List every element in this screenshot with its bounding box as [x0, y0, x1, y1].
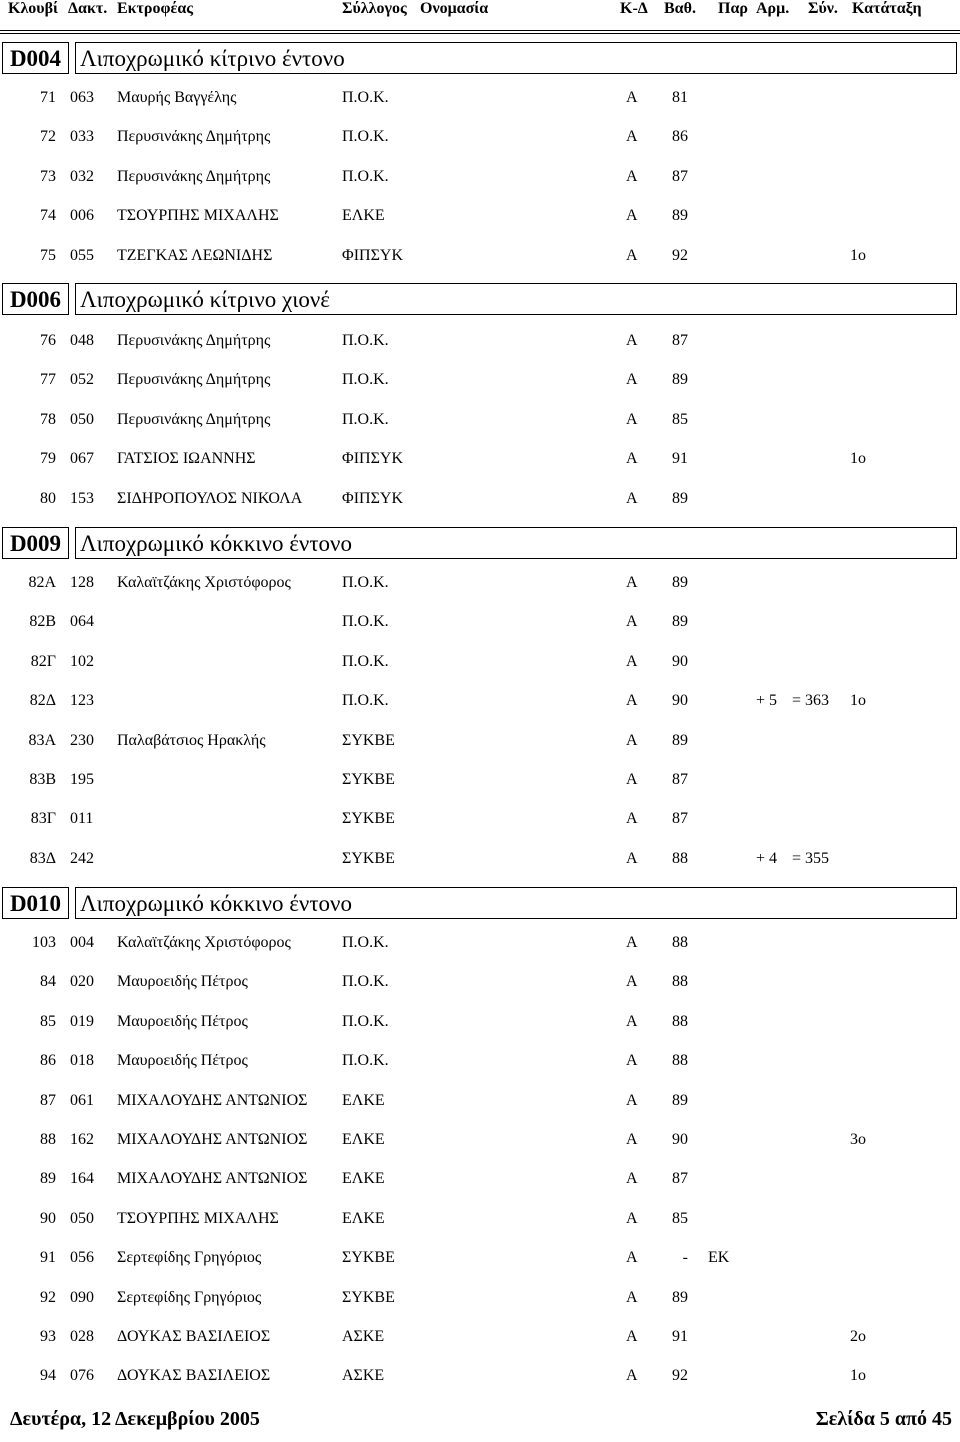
score: 87 [672, 332, 688, 349]
rank: 1ο [850, 450, 866, 467]
club-name: ΕΛΚΕ [342, 1131, 385, 1148]
section-name: Λιποχρωμικό κόκκινο έντονο [75, 887, 957, 919]
ring-number: 123 [70, 692, 94, 709]
section-header [0, 42, 960, 78]
breeder-name: ΓΑΤΣΙΟΣ ΙΩΑΝΝΗΣ [117, 450, 256, 467]
note: ΕΚ [708, 1249, 730, 1266]
row-number: 73 [40, 168, 56, 185]
breeder-name: ΔΟΥΚΑΣ ΒΑΣΙΛΕΙΟΣ [117, 1367, 271, 1384]
table-row [0, 125, 960, 149]
ring-number: 006 [70, 207, 94, 224]
score: 90 [672, 692, 688, 709]
ring-number: 061 [70, 1092, 94, 1109]
score: 85 [672, 411, 688, 428]
score: 91 [672, 450, 688, 467]
category: Α [626, 332, 638, 349]
score: 81 [672, 89, 688, 106]
table-row [0, 689, 960, 713]
row-number: 78 [40, 411, 56, 428]
header-kd: Κ-Δ [620, 0, 648, 17]
club-name: ΣΥΚΒΕ [342, 732, 395, 749]
table-row [0, 729, 960, 753]
row-number: 89 [40, 1170, 56, 1187]
breeder-name: ΤΣΟΥΡΠΗΣ ΜΙΧΑΛΗΣ [117, 207, 279, 224]
header-club: Σύλλογος [342, 0, 407, 17]
category: Α [626, 450, 638, 467]
table-row [0, 204, 960, 228]
table-row [0, 1089, 960, 1113]
header-total: Σύν. [808, 0, 838, 17]
score: 91 [672, 1328, 688, 1345]
club-name: Π.Ο.Κ. [342, 574, 389, 591]
table-row [0, 1128, 960, 1152]
ring-number: 004 [70, 934, 94, 951]
table-row [0, 1167, 960, 1191]
category: Α [626, 934, 638, 951]
category: Α [626, 1210, 638, 1227]
score: 88 [672, 973, 688, 990]
score: 87 [672, 771, 688, 788]
table-row [0, 1246, 960, 1270]
table-row [0, 768, 960, 792]
category: Α [626, 1289, 638, 1306]
row-number: 83Δ [29, 850, 56, 867]
breeder-name: Περυσινάκης Δημήτρης [117, 332, 271, 349]
score: 92 [672, 247, 688, 264]
row-number: 103 [32, 934, 56, 951]
row-number: 80 [40, 490, 56, 507]
footer-date: Δευτέρα, 12 Δεκεμβρίου 2005 [10, 1408, 260, 1430]
ring-number: 033 [70, 128, 94, 145]
row-number: 76 [40, 332, 56, 349]
category: Α [626, 490, 638, 507]
category: Α [626, 810, 638, 827]
section-code: D010 [2, 887, 69, 919]
section-header [0, 527, 960, 563]
score: 86 [672, 128, 688, 145]
breeder-name: ΜΙΧΑΛΟΥΔΗΣ ΑΝΤΩΝΙΟΣ [117, 1131, 308, 1148]
section-header [0, 887, 960, 923]
ring-number: 052 [70, 371, 94, 388]
row-number: 82Γ [30, 653, 56, 670]
row-number: 83Γ [30, 810, 56, 827]
ring-number: 164 [70, 1170, 94, 1187]
score: 88 [672, 934, 688, 951]
ring-number: 153 [70, 490, 94, 507]
table-row [0, 244, 960, 268]
ring-number: 063 [70, 89, 94, 106]
ring-number: 050 [70, 1210, 94, 1227]
category: Α [626, 1170, 638, 1187]
club-name: Π.Ο.Κ. [342, 89, 389, 106]
category: Α [626, 850, 638, 867]
category: Α [626, 1131, 638, 1148]
club-name: ΑΣΚΕ [342, 1367, 385, 1384]
header-ring: Δακτ. [68, 0, 108, 17]
ring-number: 020 [70, 973, 94, 990]
ring-number: 162 [70, 1131, 94, 1148]
breeder-name: Σερτεφίδης Γρηγόριος [117, 1289, 262, 1306]
breeder-name: Παλαβάτσιος Ηρακλής [117, 732, 266, 749]
row-number: 84 [40, 973, 56, 990]
breeder-name: Περυσινάκης Δημήτρης [117, 411, 271, 428]
ring-number: 019 [70, 1013, 94, 1030]
score: 89 [672, 1289, 688, 1306]
club-name: ΣΥΚΒΕ [342, 1289, 395, 1306]
row-number: 83Β [29, 771, 56, 788]
section-code: D009 [2, 527, 69, 559]
breeder-name: Μαυρής Βαγγέλης [117, 89, 237, 106]
row-number: 75 [40, 247, 56, 264]
table-row [0, 329, 960, 353]
breeder-name: Περυσινάκης Δημήτρης [117, 371, 271, 388]
category: Α [626, 771, 638, 788]
row-number: 91 [40, 1249, 56, 1266]
table-row [0, 1325, 960, 1349]
table-row [0, 1286, 960, 1310]
score: 89 [672, 574, 688, 591]
header-breeder: Εκτροφέας [117, 0, 193, 17]
table-row [0, 1207, 960, 1231]
row-number: 83Α [28, 732, 56, 749]
breeder-name: Καλαϊτζάκης Χριστόφορος [117, 574, 291, 591]
table-row [0, 610, 960, 634]
club-name: ΕΛΚΕ [342, 1210, 385, 1227]
table-row [0, 165, 960, 189]
rank: 1ο [850, 1367, 866, 1384]
section-name: Λιποχρωμικό κίτρινο χιονέ [75, 283, 957, 315]
header-rank: Κατάταξη [852, 0, 922, 17]
category: Α [626, 653, 638, 670]
club-name: ΦΙΠΣΥΚ [342, 490, 403, 507]
group-total: = 363 [792, 692, 830, 709]
header-cage: Κλουβί [8, 0, 58, 17]
category: Α [626, 574, 638, 591]
table-row [0, 650, 960, 674]
header-rule-top [0, 30, 960, 31]
club-name: ΕΛΚΕ [342, 207, 385, 224]
category: Α [626, 89, 638, 106]
category: Α [626, 613, 638, 630]
ring-number: 032 [70, 168, 94, 185]
table-row [0, 847, 960, 871]
header-title: Ονομασία [420, 0, 489, 17]
ring-number: 195 [70, 771, 94, 788]
club-name: Π.Ο.Κ. [342, 168, 389, 185]
table-row [0, 1049, 960, 1073]
category: Α [626, 732, 638, 749]
page-footer [0, 1408, 960, 1438]
score: 88 [672, 850, 688, 867]
header-arm: Αρμ. [756, 0, 790, 17]
category: Α [626, 411, 638, 428]
ring-number: 102 [70, 653, 94, 670]
breeder-name: Περυσινάκης Δημήτρης [117, 168, 271, 185]
breeder-name: Σερτεφίδης Γρηγόριος [117, 1249, 262, 1266]
table-row [0, 571, 960, 595]
ring-number: 067 [70, 450, 94, 467]
club-name: Π.Ο.Κ. [342, 371, 389, 388]
rank: 1ο [850, 692, 866, 709]
section-name: Λιποχρωμικό κόκκινο έντονο [75, 527, 957, 559]
ring-number: 048 [70, 332, 94, 349]
category: Α [626, 1013, 638, 1030]
category: Α [626, 207, 638, 224]
table-row [0, 1364, 960, 1388]
harmony-bonus: + 5 [756, 692, 778, 709]
breeder-name: Μαυροειδής Πέτρος [117, 1052, 248, 1069]
club-name: ΣΥΚΒΕ [342, 771, 395, 788]
row-number: 79 [40, 450, 56, 467]
club-name: ΕΛΚΕ [342, 1170, 385, 1187]
table-row [0, 1010, 960, 1034]
score: 88 [672, 1013, 688, 1030]
ring-number: 128 [70, 574, 94, 591]
table-row [0, 487, 960, 511]
score: 89 [672, 613, 688, 630]
ring-number: 056 [70, 1249, 94, 1266]
header-par: Παρ [718, 0, 748, 17]
ring-number: 230 [70, 732, 94, 749]
rank: 2ο [850, 1328, 866, 1345]
score: 90 [672, 1131, 688, 1148]
header-rule-bottom [0, 33, 960, 34]
score: 87 [672, 1170, 688, 1187]
table-row [0, 970, 960, 994]
breeder-name: Μαυροειδής Πέτρος [117, 973, 248, 990]
club-name: Π.Ο.Κ. [342, 411, 389, 428]
footer-page-number: Σελίδα 5 από 45 [815, 1408, 952, 1430]
rank: 3ο [850, 1131, 866, 1148]
score: 90 [672, 653, 688, 670]
row-number: 82Α [28, 574, 56, 591]
category: Α [626, 1367, 638, 1384]
score: 89 [672, 490, 688, 507]
breeder-name: ΤΖΕΓΚΑΣ ΛΕΩΝΙΔΗΣ [117, 247, 273, 264]
club-name: Π.Ο.Κ. [342, 1013, 389, 1030]
score: 87 [672, 168, 688, 185]
row-number: 72 [40, 128, 56, 145]
club-name: ΦΙΠΣΥΚ [342, 450, 403, 467]
row-number: 82Δ [29, 692, 56, 709]
club-name: ΣΥΚΒΕ [342, 850, 395, 867]
row-number: 88 [40, 1131, 56, 1148]
club-name: Π.Ο.Κ. [342, 934, 389, 951]
club-name: ΕΛΚΕ [342, 1092, 385, 1109]
score: 89 [672, 207, 688, 224]
score: 85 [672, 1210, 688, 1227]
section-code: D006 [2, 283, 69, 315]
row-number: 93 [40, 1328, 56, 1345]
row-number: 94 [40, 1367, 56, 1384]
table-row [0, 408, 960, 432]
score: 89 [672, 732, 688, 749]
ring-number: 242 [70, 850, 94, 867]
ring-number: 055 [70, 247, 94, 264]
section-header [0, 283, 960, 319]
category: Α [626, 247, 638, 264]
row-number: 71 [40, 89, 56, 106]
table-row [0, 447, 960, 471]
score: - [682, 1249, 688, 1266]
score: 87 [672, 810, 688, 827]
category: Α [626, 371, 638, 388]
row-number: 86 [40, 1052, 56, 1069]
ring-number: 064 [70, 613, 94, 630]
category: Α [626, 973, 638, 990]
row-number: 77 [40, 371, 56, 388]
breeder-name: ΔΟΥΚΑΣ ΒΑΣΙΛΕΙΟΣ [117, 1328, 271, 1345]
score: 92 [672, 1367, 688, 1384]
table-row [0, 368, 960, 392]
category: Α [626, 128, 638, 145]
column-header [0, 0, 960, 30]
table-row [0, 807, 960, 831]
category: Α [626, 1328, 638, 1345]
group-total: = 355 [792, 850, 830, 867]
section-code: D004 [2, 42, 69, 74]
ring-number: 090 [70, 1289, 94, 1306]
ring-number: 018 [70, 1052, 94, 1069]
club-name: Π.Ο.Κ. [342, 1052, 389, 1069]
category: Α [626, 1249, 638, 1266]
breeder-name: Μαυροειδής Πέτρος [117, 1013, 248, 1030]
club-name: Π.Ο.Κ. [342, 653, 389, 670]
breeder-name: ΣΙΔΗΡΟΠΟΥΛΟΣ ΝΙΚΟΛΑ [117, 490, 303, 507]
club-name: Π.Ο.Κ. [342, 973, 389, 990]
breeder-name: ΜΙΧΑΛΟΥΔΗΣ ΑΝΤΩΝΙΟΣ [117, 1170, 308, 1187]
ring-number: 050 [70, 411, 94, 428]
row-number: 90 [40, 1210, 56, 1227]
breeder-name: Περυσινάκης Δημήτρης [117, 128, 271, 145]
score: 88 [672, 1052, 688, 1069]
header-grade: Βαθ. [664, 0, 696, 17]
row-number: 82Β [29, 613, 56, 630]
breeder-name: Καλαϊτζάκης Χριστόφορος [117, 934, 291, 951]
ring-number: 076 [70, 1367, 94, 1384]
club-name: ΣΥΚΒΕ [342, 1249, 395, 1266]
club-name: Π.Ο.Κ. [342, 332, 389, 349]
category: Α [626, 1052, 638, 1069]
category: Α [626, 692, 638, 709]
club-name: ΣΥΚΒΕ [342, 810, 395, 827]
category: Α [626, 1092, 638, 1109]
club-name: ΦΙΠΣΥΚ [342, 247, 403, 264]
rank: 1ο [850, 247, 866, 264]
row-number: 85 [40, 1013, 56, 1030]
table-row [0, 931, 960, 955]
harmony-bonus: + 4 [756, 850, 778, 867]
ring-number: 028 [70, 1328, 94, 1345]
score: 89 [672, 371, 688, 388]
breeder-name: ΜΙΧΑΛΟΥΔΗΣ ΑΝΤΩΝΙΟΣ [117, 1092, 308, 1109]
category: Α [626, 168, 638, 185]
ring-number: 011 [70, 810, 94, 827]
breeder-name: ΤΣΟΥΡΠΗΣ ΜΙΧΑΛΗΣ [117, 1210, 279, 1227]
score: 89 [672, 1092, 688, 1109]
row-number: 74 [40, 207, 56, 224]
row-number: 87 [40, 1092, 56, 1109]
table-row [0, 86, 960, 110]
row-number: 92 [40, 1289, 56, 1306]
club-name: Π.Ο.Κ. [342, 692, 389, 709]
section-name: Λιποχρωμικό κίτρινο έντονο [75, 42, 957, 74]
club-name: ΑΣΚΕ [342, 1328, 385, 1345]
club-name: Π.Ο.Κ. [342, 128, 389, 145]
club-name: Π.Ο.Κ. [342, 613, 389, 630]
